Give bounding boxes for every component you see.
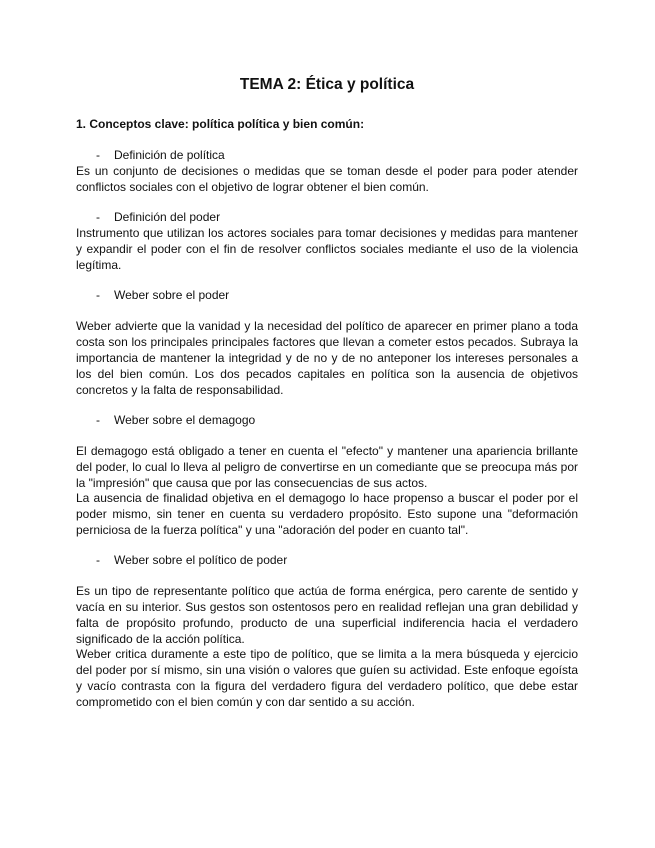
paragraph-definicion-politica: Es un conjunto de decisiones o medidas que se toman desde el poder para poder atender conflictos sociales con el objetivo de lograr obtener el bien común. (76, 164, 578, 194)
paragraph-definicion-poder: Instrumento que utilizan los actores sociales para tomar decisiones y medidas para mantener y expandir el poder con el fin de resolver conflictos sociales mediante el uso de la violencia legítima. (76, 226, 578, 272)
paragraph-weber-poder: Weber advierte que la vanidad y la necesidad del político de aparecer en primer plano a toda costa son los principales principales factores que llevan a cometer estos pecados. Subraya la importancia de mantener la integridad y de no y de no anteponer los intereses personales a los del bien común. Los dos pecados capitales en política son la ausencia de objetivos concretos y la falta de responsabilidad. (76, 319, 578, 397)
bullet-dash: - (96, 210, 100, 224)
paragraph-politico-poder: Es un tipo de representante político que actúa de forma enérgica, pero carente de sentido y vacía en su interior. Sus gestos son ostentosos pero en realidad reflejan una gran debilidad y falta de propósito profundo, producto de una superficial indiferencia hacia el verdadero significado de la acción política. (76, 584, 578, 646)
bullet-dash: - (96, 553, 100, 567)
bullet-dash: - (96, 148, 100, 162)
bullet-weber-politico-poder (96, 553, 287, 567)
section-heading: 1. Conceptos clave: política política y bien común: (76, 117, 365, 131)
bullet-weber-demagogo (96, 413, 255, 427)
paragraph-weber-critica: Weber critica duramente a este tipo de político, que se limita a la mera búsqueda y ejercicio del poder por sí mismo, sin una visión o valores que guíen su actividad. Este enfoque egoísta y vacío contrasta con la figura del verdadero figura del verdadero político, que debe estar comprometido con el bien común y con dar sentido a su acción. (76, 647, 578, 709)
bullet-label: Weber sobre el demagogo (114, 413, 256, 427)
paragraph-demagogo-efecto: El demagogo está obligado a tener en cuenta el "efecto" y mantener una apariencia brillante del poder, lo cual lo lleva al peligro de convertirse en un comediante que se preocupa más por la "impresión" que causa que por las consecuencias de sus actos. (76, 444, 578, 490)
bullet-definicion-poder (96, 210, 220, 224)
bullet-dash: - (96, 288, 100, 302)
bullet-dash: - (96, 413, 100, 427)
bullet-label: Definición del poder (114, 210, 221, 224)
bullet-label: Weber sobre el poder (114, 288, 230, 302)
page-title: TEMA 2: Ética y política (239, 76, 415, 93)
bullet-weber-poder (96, 288, 229, 302)
bullet-label: Definición de política (114, 148, 225, 162)
bullet-label: Weber sobre el político de poder (114, 553, 288, 567)
bullet-definicion-politica (96, 148, 225, 162)
paragraph-demagogo-finalidad: La ausencia de finalidad objetiva en el demagogo lo hace propenso a buscar el poder por el poder mismo, sin tener en cuenta su verdadero propósito. Esto supone una "deformación perniciosa de la fuerza política" y una "adoración del poder en cuanto tal". (76, 491, 578, 537)
